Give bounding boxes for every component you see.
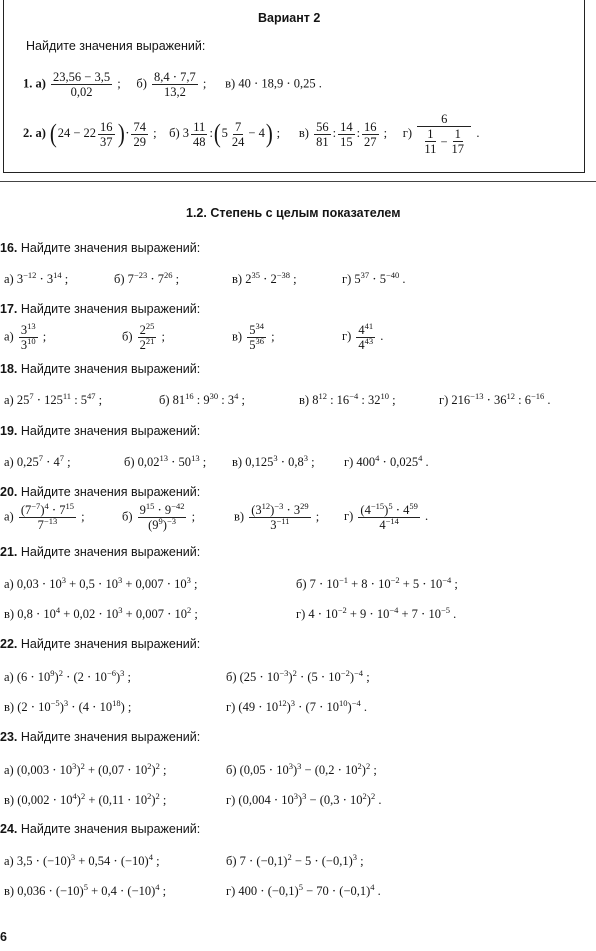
problem-20-header: 20. Найдите значения выражений: xyxy=(0,485,201,499)
problem-24-a: а) $3,5 \cdot (-10)^3 + 0,54 \cdot (-10)^4$ ; xyxy=(4,852,160,868)
page-number: 6 xyxy=(0,930,7,944)
problem-24-g: г) $400 \cdot (-0,1)^5 - 70 \cdot (-0,1)^4$ . xyxy=(226,882,381,898)
section-title: 1.2. Степень с целым показателем xyxy=(186,206,401,220)
problem-22-v: в) $(2 \cdot 10^{-5})^3 \cdot (4 \cdot 10^{18})$ ; xyxy=(4,698,132,714)
problem-21-g: г) $4 \cdot 10^{-2} + 9 \cdot 10^{-4} + 7 \cdot 10^{-5}$ . xyxy=(296,605,457,621)
problem-23-v: в) $(0,002 \cdot 10^4)^2 + (0,11 \cdot 10^2)^2$ ; xyxy=(4,791,167,807)
problem-17-items: а) $\frac{3^{13}}{3^{10}}$ ; б) $\frac{2^{25}}{2^{21}}$ ; в) $\frac{5^{34}}{5^{36}}$ ; г) $\frac{4^{41}}{4^{43}}$ . xyxy=(4,321,384,352)
problem-22-g: г) $(49 \cdot 10^{12})^3 \cdot (7 \cdot 10^{10})^{-4}$ . xyxy=(226,698,367,714)
problem-16-items: а) $3^{-12} \cdot 3^{14}$ ; б) $7^{-23} \cdot 7^{26}$ ; в) $2^{35} \cdot 2^{-38}$ ; г) $5^{37} \cdot 5^{-40}$ . xyxy=(4,270,406,286)
problem-21-header: 21. Найдите значения выражений: xyxy=(0,545,201,559)
problem-22-b: б) $(25 \cdot 10^{-3})^2 \cdot (5 \cdot 10^{-2})^{-4}$ ; xyxy=(226,668,370,684)
problem-21-v: в) $0,8 \cdot 10^4 + 0,02 \cdot 10^3 + 0,007 \cdot 10^2$ ; xyxy=(4,605,198,621)
problem-18-header: 18. Найдите значения выражений: xyxy=(0,362,201,376)
problem-22-a: а) $(6 \cdot 10^9)^2 \cdot (2 \cdot 10^{-6})^3$ ; xyxy=(4,668,132,684)
problem-22-header: 22. Найдите значения выражений: xyxy=(0,637,201,651)
problem-24-v: в) $0,036 \cdot (-10)^5 + 0,4 \cdot (-10)^4$ ; xyxy=(4,882,167,898)
problem-24-header: 24. Найдите значения выражений: xyxy=(0,822,201,836)
variant-problem-2: 2. а) (24 − 22 $\frac{16}{37}$ )⋅ $\frac{74}{29}$ ; б) 3 $\frac{11}{48}$ :(5 $\frac{7}{24}$ − 4) ; в) $\frac{56}{81}$ : $\frac{14}{15}$ : $\frac{16}{27}$ ; г) 6 $\frac{1}{11}$ − $\frac{1}{17}$ . xyxy=(23,112,480,156)
problem-23-b: б) $(0,05 \cdot 10^3)^3 - (0,2 \cdot 10^2)^2$ ; xyxy=(226,761,377,777)
problem-19-header: 19. Найдите значения выражений: xyxy=(0,424,201,438)
problem-23-a: а) $(0,003 \cdot 10^3)^2 + (0,07 \cdot 10^2)^2$ ; xyxy=(4,761,167,777)
problem-18-items: а) $25^7 \cdot 125^{11}$ : $5^{47}$ ; б) $81^{16}$ : $9^{30}$ : $3^4$ ; в) $8^{12}$ : $16^{-4}$ : $32^{10}$ ; г) $216^{-13} \cdot 36^{12}$ : $6^{-16}$ . xyxy=(4,391,551,407)
problem-21-b: б) $7 \cdot 10^{-1} + 8 \cdot 10^{-2} + 5 \cdot 10^{-4}$ ; xyxy=(296,575,458,591)
problem-21-a: а) $0,03 \cdot 10^3 + 0,5 \cdot 10^3 + 0,007 \cdot 10^3$ ; xyxy=(4,575,198,591)
problem-23-g: г) $(0,004 \cdot 10^3)^3 - (0,3 \cdot 10^2)^2$ . xyxy=(226,791,382,807)
problem-19-items: а) $0,25^7 \cdot 4^7$ ; б) $0,02^{13} \cdot 50^{13}$ ; в) $0,125^3 \cdot 0,8^3$ ; г) $400^4 \cdot 0,025^4$ . xyxy=(4,453,429,469)
divider-line xyxy=(0,181,596,182)
variant-instruction: Найдите значения выражений: xyxy=(26,39,206,53)
problem-23-header: 23. Найдите значения выражений: xyxy=(0,730,201,744)
problem-20-items: а) $\frac{(7^{-7})^4 \cdot 7^{15}}{7^{-13}}$ ; б) $\frac{9^{15} \cdot 9^{-42}}{(9^9)^{-3}}$ ; в) $\frac{(3^{12})^{-3} \cdot 3^{29}}{3^{-11}}$ ; г) $\frac{(4^{-15})^5 \cdot 4^{59}}{4^{-14}}$ . xyxy=(4,501,429,532)
variant-problem-1: 1. а) $\frac{23,56 - 3,5}{0,02}$ ; б) $\frac{8,4 \cdot 7,7}{13,2}$ ; в) 40 ⋅ 18,9 ⋅ 0,25 . xyxy=(23,70,322,99)
problem-24-b: б) $7 \cdot (-0,1)^2 - 5 \cdot (-0,1)^3$ ; xyxy=(226,852,364,868)
variant-title: Вариант 2 xyxy=(258,11,321,25)
problem-16-header: 16. Найдите значения выражений: xyxy=(0,241,201,255)
problem-17-header: 17. Найдите значения выражений: xyxy=(0,302,201,316)
